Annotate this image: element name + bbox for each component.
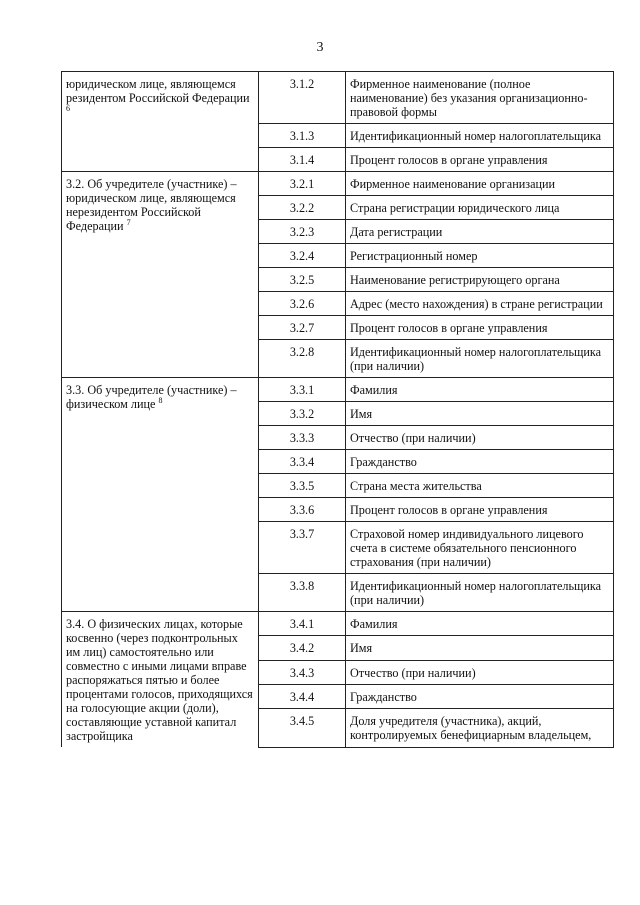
table-row	[62, 72, 614, 124]
item-description: Адрес (место нахождения) в стране регистрации	[346, 292, 614, 316]
item-number: 3.3.5	[259, 474, 346, 498]
item-number: 3.3.2	[259, 402, 346, 426]
disclosure-table	[61, 71, 614, 748]
item-description: Регистрационный номер	[346, 244, 614, 268]
item-number: 3.2.1	[259, 172, 346, 196]
item-number: 3.2.3	[259, 220, 346, 244]
section-heading-text: 3.2. Об учредителе (участнике) – юридическом лице, являющемся нерезидентом Российской Федерации	[66, 177, 237, 233]
item-description: Идентификационный номер налогоплательщика (при наличии)	[346, 574, 614, 612]
item-number: 3.4.1	[259, 612, 346, 636]
item-number: 3.2.8	[259, 340, 346, 378]
item-description: Наименование регистрирующего органа	[346, 268, 614, 292]
item-number: 3.4.2	[259, 636, 346, 660]
item-description: Фирменное наименование организации	[346, 172, 614, 196]
item-description: Доля учредителя (участника), акций, контролируемых бенефициарным владельцем,	[346, 709, 614, 747]
item-description: Отчество (при наличии)	[346, 660, 614, 684]
item-description: Процент голосов в органе управления	[346, 148, 614, 172]
item-number: 3.3.6	[259, 498, 346, 522]
table-row	[62, 172, 614, 196]
item-description: Страна регистрации юридического лица	[346, 196, 614, 220]
item-description: Идентификационный номер налогоплательщика	[346, 124, 614, 148]
item-description: Фирменное наименование (полное наименование) без указания организационно-правовой формы	[346, 72, 614, 124]
section-heading	[62, 378, 259, 612]
page-number: 3	[316, 40, 324, 55]
item-number: 3.1.2	[259, 72, 346, 124]
section-heading	[62, 612, 259, 748]
item-description: Гражданство	[346, 450, 614, 474]
item-number: 3.2.4	[259, 244, 346, 268]
item-description: Страна места жительства	[346, 474, 614, 498]
item-description: Отчество (при наличии)	[346, 426, 614, 450]
item-description: Процент голосов в органе управления	[346, 316, 614, 340]
footnote-marker: 8	[158, 395, 163, 405]
item-description: Страховой номер индивидуального лицевого счета в системе обязательного пенсионного страхования (при наличии)	[346, 522, 614, 574]
item-number: 3.4.5	[259, 709, 346, 747]
item-number: 3.3.3	[259, 426, 346, 450]
item-description: Процент голосов в органе управления	[346, 498, 614, 522]
section-heading-text: юридическом лице, являющемся резидентом Российской Федерации	[66, 77, 250, 105]
table-row	[62, 612, 614, 636]
item-number: 3.4.4	[259, 684, 346, 708]
item-description: Имя	[346, 636, 614, 660]
section-heading-text: 3.4. О физических лицах, которые косвенно (через подконтрольных им лиц) самостоятельно или совместно с иными лицами вправе распоряжаться пятью и более процентами голосов, приходящихся на голосующие акции (доли), составляющие уставной капитал застройщика	[66, 617, 253, 743]
item-number: 3.3.8	[259, 574, 346, 612]
item-number: 3.2.2	[259, 196, 346, 220]
footnote-marker: 6	[66, 103, 70, 113]
item-number: 3.1.3	[259, 124, 346, 148]
item-description: Идентификационный номер налогоплательщика (при наличии)	[346, 340, 614, 378]
table-row	[62, 378, 614, 402]
item-description: Дата регистрации	[346, 220, 614, 244]
item-number: 3.3.4	[259, 450, 346, 474]
item-description: Гражданство	[346, 684, 614, 708]
item-number: 3.2.5	[259, 268, 346, 292]
section-heading	[62, 172, 259, 378]
item-number: 3.3.1	[259, 378, 346, 402]
item-number: 3.4.3	[259, 660, 346, 684]
footnote-marker: 7	[126, 217, 131, 227]
section-heading-text: 3.3. Об учредителе (участнике) – физическом лице	[66, 383, 237, 411]
item-description: Фамилия	[346, 612, 614, 636]
item-description: Фамилия	[346, 378, 614, 402]
item-number: 3.3.7	[259, 522, 346, 574]
section-heading	[62, 72, 259, 172]
item-number: 3.1.4	[259, 148, 346, 172]
item-description: Имя	[346, 402, 614, 426]
item-number: 3.2.6	[259, 292, 346, 316]
item-number: 3.2.7	[259, 316, 346, 340]
